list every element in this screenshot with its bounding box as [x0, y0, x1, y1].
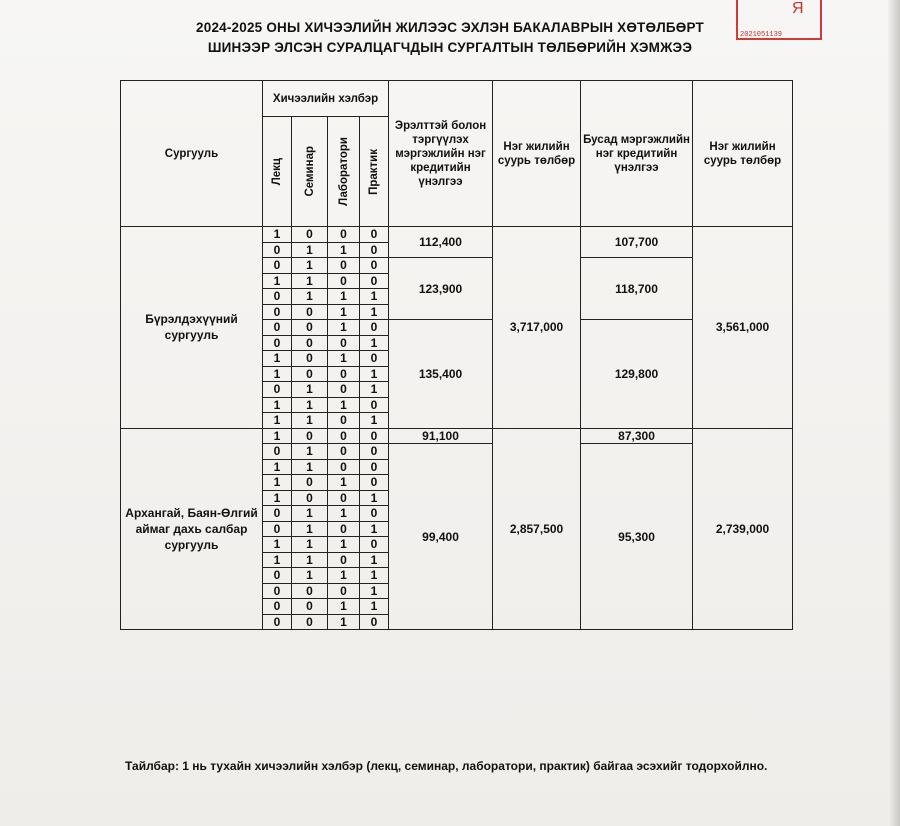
credit-other-cell: 129,800 [581, 320, 693, 429]
form-flag-cell: 1 [360, 552, 389, 568]
school-name-cell: Бүрэлдэхүүний сургууль [121, 227, 263, 429]
form-flag-cell: 0 [292, 428, 328, 444]
form-flag-cell: 0 [263, 320, 292, 336]
form-flag-cell: 1 [360, 490, 389, 506]
form-flag-cell: 1 [263, 475, 292, 491]
form-flag-cell: 1 [263, 459, 292, 475]
form-flag-cell: 0 [263, 258, 292, 274]
form-flag-cell: 1 [263, 397, 292, 413]
form-flag-cell: 0 [263, 444, 292, 460]
header-seminar: Семинар [292, 117, 328, 227]
form-flag-cell: 1 [328, 351, 360, 367]
form-flag-cell: 1 [263, 552, 292, 568]
credit-other-cell: 95,300 [581, 444, 693, 630]
form-flag-cell: 1 [292, 568, 328, 584]
credit-main-cell: 99,400 [389, 444, 493, 630]
header-practice: Практик [360, 117, 389, 227]
form-flag-cell: 0 [292, 490, 328, 506]
form-flag-cell: 0 [263, 304, 292, 320]
form-flag-cell: 0 [328, 413, 360, 429]
form-flag-cell: 0 [263, 289, 292, 305]
form-flag-cell: 1 [328, 304, 360, 320]
form-flag-cell: 1 [263, 490, 292, 506]
form-flag-cell: 1 [292, 459, 328, 475]
form-flag-cell: 1 [292, 413, 328, 429]
form-flag-cell: 1 [328, 475, 360, 491]
form-flag-cell: 1 [328, 242, 360, 258]
credit-other-cell: 87,300 [581, 428, 693, 444]
form-flag-cell: 0 [292, 335, 328, 351]
form-flag-cell: 1 [292, 258, 328, 274]
form-flag-cell: 0 [360, 614, 389, 630]
form-flag-cell: 1 [263, 273, 292, 289]
form-flag-cell: 0 [292, 475, 328, 491]
header-credit-main: Эрэлттэй болон тэргүүлэх мэргэжлийн нэг кредитийн үнэлгээ [389, 81, 493, 227]
form-flag-cell: 0 [328, 227, 360, 243]
credit-main-cell: 135,400 [389, 320, 493, 429]
form-flag-cell: 0 [328, 583, 360, 599]
form-flag-cell: 0 [360, 506, 389, 522]
form-flag-cell: 0 [328, 444, 360, 460]
form-flag-cell: 0 [328, 335, 360, 351]
form-flag-cell: 0 [328, 428, 360, 444]
form-flag-cell: 1 [328, 614, 360, 630]
form-flag-cell: 1 [328, 397, 360, 413]
page-edge-shadow [888, 0, 900, 826]
form-flag-cell: 0 [360, 320, 389, 336]
form-flag-cell: 1 [263, 351, 292, 367]
form-flag-cell: 1 [292, 552, 328, 568]
form-flag-cell: 0 [263, 583, 292, 599]
credit-main-cell: 91,100 [389, 428, 493, 444]
form-flag-cell: 0 [263, 599, 292, 615]
form-flag-cell: 1 [328, 599, 360, 615]
annual-other-cell: 2,739,000 [693, 428, 793, 630]
header-lesson-form: Хичээлийн хэлбэр [263, 81, 389, 117]
form-flag-cell: 0 [292, 304, 328, 320]
annual-main-cell: 2,857,500 [493, 428, 581, 630]
form-flag-cell: 1 [292, 289, 328, 305]
form-flag-cell: 0 [292, 227, 328, 243]
form-flag-cell: 1 [360, 304, 389, 320]
header-credit-other: Бусад мэргэжлийн нэг кредитийн үнэлгээ [581, 81, 693, 227]
form-flag-cell: 1 [292, 273, 328, 289]
form-flag-cell: 1 [360, 521, 389, 537]
form-flag-cell: 1 [328, 568, 360, 584]
tuition-fee-table [120, 80, 793, 630]
form-flag-cell: 0 [360, 351, 389, 367]
document-title-line2: ШИНЭЭР ЭЛСЭН СУРАЛЦАГЧДЫН СУРГАЛТЫН ТӨЛБӨРИЙН ХЭМЖЭЭ [207, 40, 693, 55]
header-annual-main: Нэг жилийн суурь төлбөр [493, 81, 581, 227]
form-flag-cell: 0 [360, 227, 389, 243]
header-annual-other: Нэг жилийн суурь төлбөр [693, 81, 793, 227]
form-flag-cell: 1 [360, 382, 389, 398]
stamp-glyph: Я [792, 0, 804, 17]
form-flag-cell: 1 [263, 227, 292, 243]
school-name-cell: Архангай, Баян-Өлгий аймаг дахь салбар сургууль [121, 428, 263, 630]
form-flag-cell: 1 [292, 537, 328, 553]
form-flag-cell: 0 [263, 614, 292, 630]
form-flag-cell: 0 [328, 382, 360, 398]
form-flag-cell: 1 [360, 413, 389, 429]
form-flag-cell: 1 [292, 521, 328, 537]
credit-main-cell: 112,400 [389, 227, 493, 258]
form-flag-cell: 1 [328, 320, 360, 336]
table-row [121, 227, 793, 243]
form-flag-cell: 0 [263, 382, 292, 398]
footnote: Тайлбар: 1 нь тухайн хичээлийн хэлбэр (лекц, семинар, лаборатори, практик) байгаа эсэхийг тодорхойлно. [125, 759, 768, 773]
form-flag-cell: 0 [292, 614, 328, 630]
form-flag-cell: 0 [292, 320, 328, 336]
form-flag-cell: 0 [360, 459, 389, 475]
form-flag-cell: 0 [360, 444, 389, 460]
form-flag-cell: 0 [263, 335, 292, 351]
annual-main-cell: 3,717,000 [493, 227, 581, 429]
form-flag-cell: 0 [328, 273, 360, 289]
form-flag-cell: 0 [263, 242, 292, 258]
form-flag-cell: 1 [328, 289, 360, 305]
annual-other-cell: 3,561,000 [693, 227, 793, 429]
form-flag-cell: 1 [263, 537, 292, 553]
form-flag-cell: 0 [328, 459, 360, 475]
form-flag-cell: 0 [292, 366, 328, 382]
form-flag-cell: 0 [292, 599, 328, 615]
form-flag-cell: 1 [292, 506, 328, 522]
form-flag-cell: 0 [360, 475, 389, 491]
form-flag-cell: 1 [360, 289, 389, 305]
form-flag-cell: 0 [360, 273, 389, 289]
form-flag-cell: 1 [292, 242, 328, 258]
form-flag-cell: 1 [360, 335, 389, 351]
form-flag-cell: 0 [360, 537, 389, 553]
form-flag-cell: 1 [360, 568, 389, 584]
form-flag-cell: 1 [292, 444, 328, 460]
stamp-number: 2021051139 [740, 31, 783, 39]
header-lab: Лаборатори [328, 117, 360, 227]
form-flag-cell: 1 [292, 382, 328, 398]
credit-other-cell: 107,700 [581, 227, 693, 258]
form-flag-cell: 1 [263, 428, 292, 444]
form-flag-cell: 1 [360, 599, 389, 615]
form-flag-cell: 0 [360, 242, 389, 258]
form-flag-cell: 0 [328, 490, 360, 506]
form-flag-cell: 1 [263, 366, 292, 382]
credit-other-cell: 118,700 [581, 258, 693, 320]
form-flag-cell: 1 [328, 506, 360, 522]
credit-main-cell: 123,900 [389, 258, 493, 320]
form-flag-cell: 0 [328, 258, 360, 274]
form-flag-cell: 0 [360, 258, 389, 274]
form-flag-cell: 0 [360, 428, 389, 444]
form-flag-cell: 0 [328, 552, 360, 568]
form-flag-cell: 0 [328, 521, 360, 537]
form-flag-cell: 0 [360, 397, 389, 413]
form-flag-cell: 1 [360, 366, 389, 382]
form-flag-cell: 0 [292, 351, 328, 367]
form-flag-cell: 0 [292, 583, 328, 599]
document-title-line1: 2024-2025 ОНЫ ХИЧЭЭЛИЙН ЖИЛЭЭС ЭХЛЭН БАКАЛАВРЫН ХӨТӨЛБӨРТ [196, 20, 704, 35]
header-school: Сургууль [121, 81, 263, 227]
form-flag-cell: 1 [292, 397, 328, 413]
table-row [121, 428, 793, 444]
table-body [121, 227, 793, 630]
form-flag-cell: 1 [360, 583, 389, 599]
form-flag-cell: 1 [328, 537, 360, 553]
form-flag-cell: 0 [263, 521, 292, 537]
form-flag-cell: 0 [263, 506, 292, 522]
form-flag-cell: 1 [263, 413, 292, 429]
header-lecture: Лекц [263, 117, 292, 227]
form-flag-cell: 0 [263, 568, 292, 584]
form-flag-cell: 0 [328, 366, 360, 382]
